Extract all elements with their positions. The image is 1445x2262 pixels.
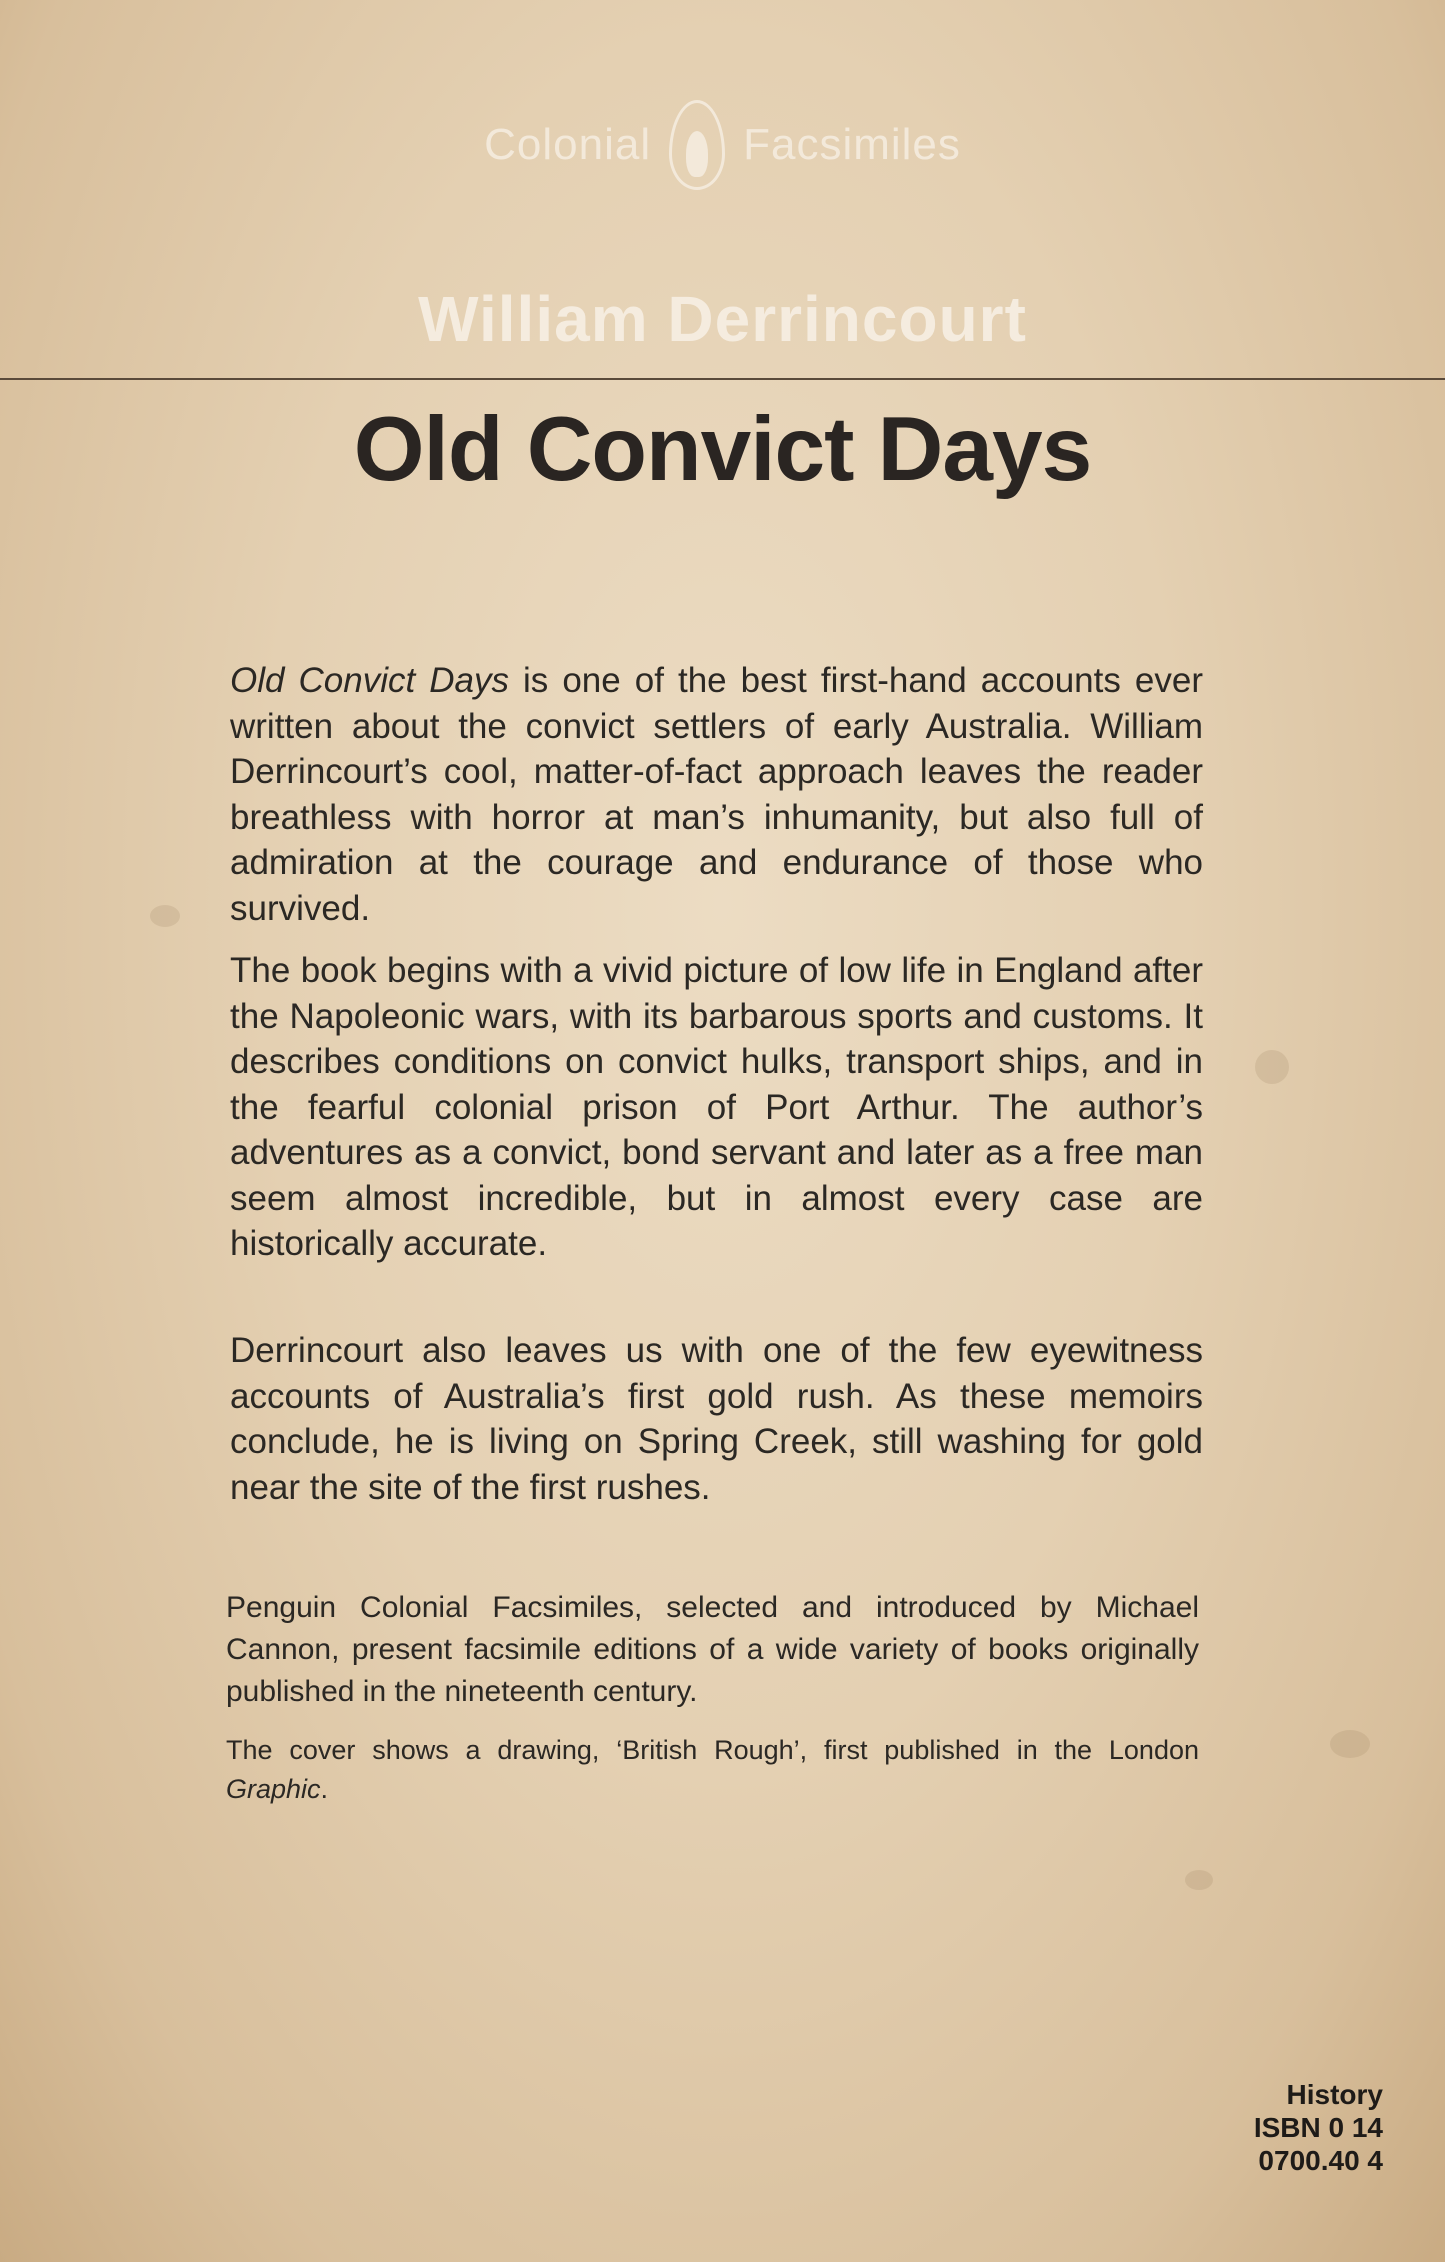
isbn-line-1: ISBN 0 14 xyxy=(1253,2112,1383,2143)
category-label: History xyxy=(1286,2079,1383,2110)
divider-line xyxy=(0,378,1445,380)
series-logo xyxy=(0,100,1445,190)
classification-block xyxy=(1254,2078,1383,2177)
series-name-right: Facsimiles xyxy=(743,120,961,169)
stain xyxy=(1255,1050,1289,1084)
author-name: William Derrincourt xyxy=(418,283,1027,355)
isbn-line-2: 0700.40 4 xyxy=(1258,2145,1383,2176)
series-note: Penguin Colonial Facsimiles, selected and introduced by Michael Cannon, present facsimile editions of a wide variety of books originally published in the nineteenth century. xyxy=(226,1591,1199,1708)
series-name-left: Colonial xyxy=(484,120,652,169)
blurb-title-italic: Old Convict Days xyxy=(230,661,509,700)
cover-note-italic: Graphic xyxy=(226,1774,321,1804)
stain xyxy=(1185,1870,1213,1890)
penguin-logo-icon xyxy=(669,100,725,190)
stain xyxy=(1330,1730,1370,1758)
stain xyxy=(150,905,180,927)
cover-note xyxy=(226,1731,1199,1809)
blurb-p1-text: is one of the best first-hand accounts ever written about the convict settlers of early Australia. William Derrincourt’s cool, matter-of-fact approach leaves the reader breathless with horror at man’s inhumanity, but also full of admiration at the courage and endurance of those who survived. xyxy=(230,661,1203,928)
blurb-paragraph-1 xyxy=(230,658,1203,931)
cover-note-text: The cover shows a drawing, ‘British Rough’, first published in the London xyxy=(226,1735,1199,1765)
book-title: Old Convict Days xyxy=(353,399,1092,500)
blurb-paragraph-2: The book begins with a vivid picture of low life in England after the Napoleonic wars, with its barbarous sports and customs. It describes conditions on convict hulks, transport ships, and in the fearful colonial prison of Port Arthur. The author’s adventures as a convict, bond servant and later as a free man seem almost incredible, but in almost every case are historically accurate. xyxy=(230,951,1203,1263)
blurb-paragraph-3: Derrincourt also leaves us with one of the few eyewitness accounts of Australia’s first gold rush. As these memoirs conclude, he is living on Spring Creek, still washing for gold near the site of the first rushes. xyxy=(230,1331,1203,1507)
cover-note-end: . xyxy=(320,1774,329,1804)
